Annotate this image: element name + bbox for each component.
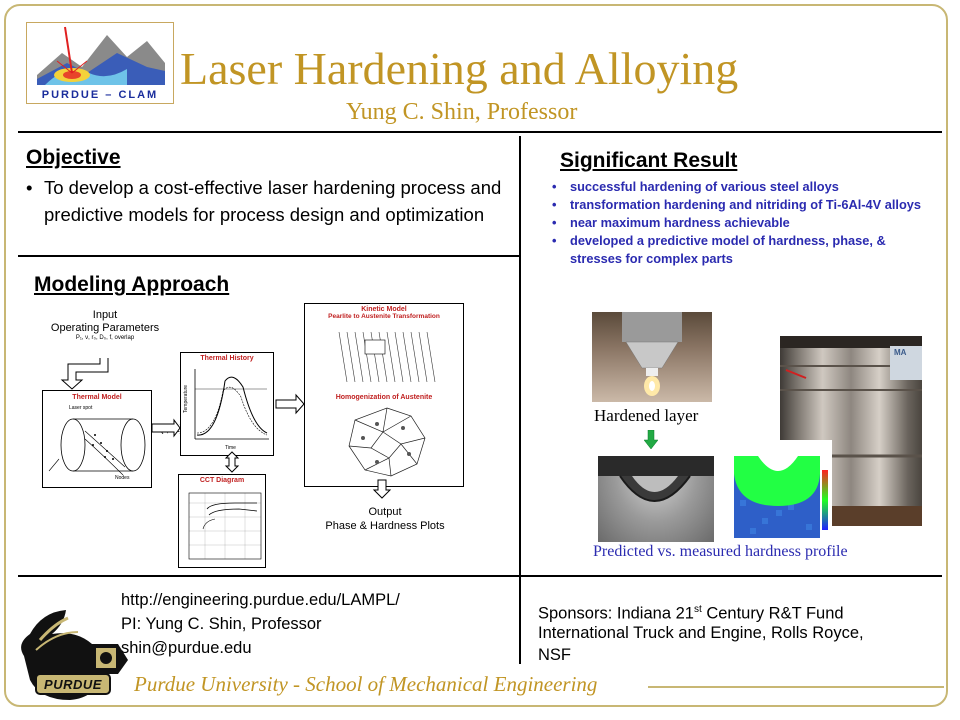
bullet: • — [26, 177, 33, 198]
objective-heading: Objective — [26, 146, 121, 169]
footer-text: Purdue University - School of Mechanical Engineering — [134, 672, 598, 696]
sponsors-prefix: Sponsors: Indiana 21 — [538, 604, 694, 623]
sponsors-suffix: Century R&T Fund — [701, 604, 844, 623]
modeling-heading: Modeling Approach — [34, 273, 230, 296]
objective-divider — [18, 255, 520, 257]
result-item: near maximum hardness achievable — [570, 215, 790, 230]
thermal-history-title: Thermal History — [200, 355, 254, 362]
measured-hardness-photo — [598, 456, 714, 542]
thermal-model-title: Thermal Model — [72, 394, 122, 401]
homogenization-title: Homogenization of Austenite — [335, 394, 433, 401]
predicted-hardness-plot — [722, 440, 832, 544]
train-mascot-icon — [6, 604, 132, 708]
objective-body: To develop a cost-effective laser hardening process and predictive models for process design and optimization — [44, 177, 502, 225]
footer-divider — [648, 686, 944, 688]
output-label: Output — [368, 506, 402, 518]
hardened-layer-label: Hardened layer — [594, 406, 699, 425]
bullet: • — [552, 215, 557, 230]
nodes-label: Nodes — [115, 475, 130, 481]
cct-diagram-title: CCT Diagram — [199, 477, 245, 484]
kinetic-model-title: Kinetic Model — [361, 306, 407, 313]
down-arrow-icon — [644, 430, 658, 450]
predicted-hardness-icon — [722, 440, 832, 544]
logo-text: PURDUE – CLAM — [41, 89, 159, 101]
output-sub-label: Phase & Hardness Plots — [325, 520, 445, 532]
page-subtitle: Yung C. Shin, Professor — [346, 99, 578, 125]
params-label: Operating Parameters — [50, 322, 160, 334]
pi-name: PI: Yung C. Shin, Professor — [121, 615, 322, 633]
measured-hardness-icon — [598, 456, 714, 542]
list-item — [552, 178, 922, 196]
page-title: Laser Hardening and Alloying — [180, 43, 739, 94]
photo-tag: MA — [894, 348, 907, 357]
objective-text — [26, 174, 504, 228]
bullet: • — [552, 233, 557, 248]
sponsors-line3: NSF — [538, 646, 571, 664]
header-divider — [18, 131, 942, 133]
predicted-label: Predicted vs. measured hardness profile — [593, 543, 848, 560]
axis-time-label: Time — [225, 445, 236, 451]
axis-temp-label: Temperature — [183, 384, 189, 413]
sponsors-line2: International Truck and Engine, Rolls Royce, — [538, 624, 864, 642]
result-item: transformation hardening and nitriding of Ti-6Al-4V alloys — [570, 197, 921, 212]
input-label: Input — [92, 309, 118, 321]
params-vars: P₁, ν, r₀, D₀, f, overlap — [75, 335, 135, 341]
mascot-text: PURDUE — [44, 677, 102, 692]
kinetic-sub-title: Pearlite to Austenite Transformation — [328, 313, 440, 320]
result-list — [552, 178, 922, 268]
result-heading: Significant Result — [560, 149, 738, 172]
website-link[interactable]: http://engineering.purdue.edu/LAMPL/ — [121, 591, 400, 609]
laser-nozzle-icon — [592, 312, 712, 402]
laser-nozzle-photo — [592, 312, 712, 402]
bullet: • — [552, 179, 557, 194]
result-item: developed a predictive model of hardness, phase, & stresses for complex parts — [570, 233, 886, 266]
clam-logo — [26, 22, 174, 104]
list-item — [552, 196, 922, 214]
laser-spot-label: Laser spot — [69, 405, 93, 411]
email-link[interactable]: shin@purdue.edu — [121, 639, 252, 657]
list-item — [552, 232, 922, 268]
column-divider — [519, 136, 521, 664]
result-item: successful hardening of various steel alloys — [570, 179, 839, 194]
purdue-mascot-logo — [6, 604, 132, 708]
flow-arrows — [28, 300, 508, 580]
bullet: • — [552, 197, 557, 212]
sponsors-sup: st — [693, 604, 702, 615]
list-item — [552, 214, 922, 232]
